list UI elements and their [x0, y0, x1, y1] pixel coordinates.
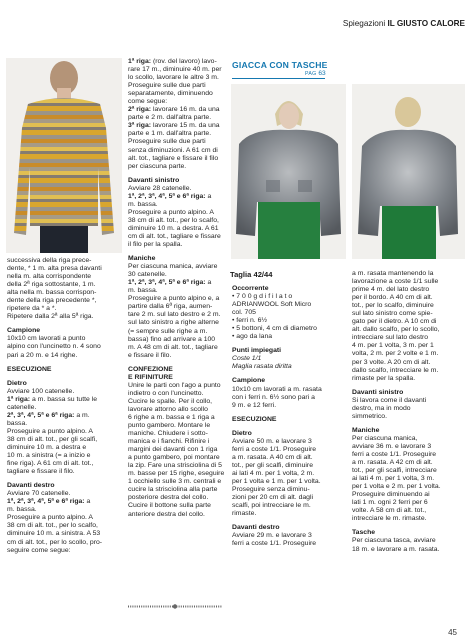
maniche-line: m. bassa.	[128, 287, 158, 295]
row-label: 1ª, 2ª, 3ª, 4ª, 5ª e 6ª riga:	[7, 498, 85, 506]
text-column-3	[232, 285, 342, 548]
conf-line: Cucire le spalle. Per il collo,	[128, 397, 213, 405]
c4-line: volta, 2 m. per 2 volte e 1 m.	[352, 350, 439, 358]
conf-line: posteriore destra del collo.	[128, 494, 209, 502]
man2-line: avviare 36 m. e lavorare 3	[352, 442, 432, 450]
row-text: a m. bassa su tutte le	[30, 395, 98, 403]
row-label: 1ª riga:	[7, 395, 31, 403]
dietro2-line: tot., per gli scalfi, diminuire	[232, 461, 314, 469]
conf-line: m. basse per 15 righe, eseguire	[128, 470, 225, 478]
dietro-line: 10 m. a sinistra (= a inizio e	[7, 452, 91, 460]
text-column-1	[7, 257, 120, 555]
maniche-line: 30 catenelle.	[128, 271, 167, 279]
fur-jacket-front-image	[231, 84, 346, 259]
intro-line: della 2ª riga sottostante, 1 m.	[7, 281, 96, 289]
heading-dietro-2: Dietro	[232, 429, 252, 437]
heading-confezione: CONFEZIONE	[128, 365, 173, 373]
tasche-line: Per ciascuna tasca, avviare	[352, 537, 436, 545]
intro-line: successiva della riga prece-	[7, 257, 92, 264]
tasche-line: 18 m. e lavorare a m. rasata.	[352, 545, 440, 553]
section-prefix: Spiegazioni	[342, 19, 386, 28]
c4-line: lavorazione a coste 1/1 sulle	[352, 278, 439, 286]
ds-line: Proseguire a punto alpino. A	[128, 208, 214, 216]
ds-line: diminuire 10 m. a destra. A 61	[128, 224, 219, 232]
heading-rifiniture: E RIFINITURE	[128, 373, 173, 381]
section-title: IL GIUSTO CALORE	[387, 19, 465, 28]
ds-line	[128, 193, 225, 201]
intro-line: Ripetere dalla 2ª alla 5ª riga.	[7, 313, 94, 321]
occ-line: • 5 bottoni, 4 cm di diametro	[232, 325, 317, 333]
man2-line: tot., per gli scalfi, intrecciare	[352, 467, 437, 475]
dietro-line: 38 cm di alt. tot., per gli scalfi,	[7, 435, 98, 443]
c4-line: tot., per lo scalfo, diminuire	[352, 302, 434, 310]
text-column-4	[352, 270, 464, 554]
riga-line: separatamente, diminuendo	[128, 90, 213, 98]
man2-line: per 1 volta e 2 m. per 1 volta.	[352, 483, 441, 491]
campione-line: 10x10 cm lavorati a punto	[7, 335, 86, 343]
heading-campione-2: Campione	[232, 377, 266, 385]
row-text: (rov. del lavoro) lavo-	[151, 58, 217, 65]
c4-line: a m. rasata mantenendo la	[352, 270, 434, 277]
ds-line: Avviare 28 catenelle.	[128, 184, 192, 192]
maniche-line: m. A 48 cm di alt. tot., tagliare	[128, 343, 218, 351]
dd-line: seguire come segue:	[7, 546, 71, 554]
page-ref-number: 63	[318, 70, 326, 77]
conf-line: lavorare attorno allo scollo	[128, 405, 208, 413]
riga-line	[128, 122, 225, 130]
dietro-line	[7, 396, 120, 404]
heading-esecuzione: ESECUZIONE	[7, 365, 52, 373]
occ-line: • ago da lana	[232, 333, 273, 341]
conf-line: 1 occhiello sulle 3 m. centrali e	[128, 478, 222, 486]
occ-line: col. 705	[232, 309, 256, 317]
riga-line	[128, 58, 225, 66]
photo-striped-cardigan-back	[6, 58, 122, 253]
row-text: a	[205, 192, 212, 200]
maniche-line: Proseguire a punto alpino e, a	[128, 295, 220, 303]
dietro-line: Proseguire a punto alpino. A	[7, 427, 93, 435]
punti-line	[232, 363, 342, 371]
dietro2-line: a m. rasata. A 40 cm di alt.	[232, 453, 313, 461]
intro-line: dente, * 1 m. alta presa davanti	[7, 265, 102, 273]
maniche-line: sul lato sinistro a righe alterne	[128, 319, 219, 327]
dietro-line: catenelle.	[7, 403, 37, 411]
striped-cardigan-image	[6, 58, 122, 253]
camp-line: con i ferri n. 6½ sono pari a	[232, 393, 315, 401]
dietro-line: bassa.	[7, 419, 28, 427]
conf-line: 6 righe a m. bassa e 1 riga a	[128, 413, 215, 421]
man2-line: ferri a coste 1/1. Proseguire	[352, 450, 437, 458]
ds2-line: destro, ma in modo	[352, 404, 411, 412]
maniche-line	[128, 279, 225, 287]
intro-line: nella m. alta corrispondente	[7, 273, 92, 281]
intro-line: dente della riga precedente *,	[7, 297, 97, 305]
maniche-line: tare 2 m. sul lato destro e 2 m.	[128, 311, 221, 319]
title-underline	[232, 78, 325, 79]
riga-line: lo scollo, lavorare le altre 3 m.	[128, 74, 219, 82]
conf-line: margini dei davanti con 1 riga	[128, 446, 218, 454]
camp-line: 9 m. e 12 ferri.	[232, 401, 277, 409]
fur-jacket-back-image	[352, 84, 465, 259]
heading-punti: Punti impiegati	[232, 347, 282, 355]
heading-davanti-destro-2: Davanti destro	[232, 524, 280, 532]
c4-line: gato per il dietro. A 10 cm di	[352, 318, 437, 326]
c4-line: per 3 volte. A 20 cm di alt.	[352, 358, 431, 366]
page-header	[0, 0, 471, 40]
project-title: GIACCA CON TASCHE	[232, 60, 328, 70]
heading-davanti-sinistro: Davanti sinistro	[128, 176, 180, 184]
dietro2-line: zioni per 20 cm di alt. dagli	[232, 494, 314, 502]
punti-text: Coste 1/1	[232, 355, 262, 363]
riga-line: parte e 2 m. dall'altra parte.	[128, 114, 212, 122]
conf-line: punto gambero. Montare le	[128, 422, 211, 430]
dietro2-line: ai lati 4 m. per 1 volta, 2 m.	[232, 469, 315, 477]
page-number: 45	[448, 628, 457, 637]
conf-line: a punto gambero, poi montare	[128, 454, 220, 462]
row-label: 2ª, 3ª, 4ª, 5ª e 6ª riga:	[7, 411, 75, 419]
man2-line: a m. rasata. A 42 cm di alt.	[352, 459, 433, 467]
riga-line: rare 17 m., diminuire 40 m. per	[128, 66, 222, 74]
project-page-ref	[305, 70, 326, 77]
row-text: lavorare 16 m. da una	[151, 106, 220, 114]
man2-line: ai lati 4 m. per 1 volta, 3 m.	[352, 475, 435, 483]
size-label: Taglia 42/44	[230, 270, 273, 279]
dietro2-line: per 1 volta e 1 m. per 1 volta.	[232, 477, 321, 485]
conf-line: Unire le parti con l'ago a punto	[128, 381, 221, 389]
campione-line: alpino con l'uncinetto n. 4 sono	[7, 343, 101, 351]
man2-line: intrecciare le m. rimaste.	[352, 515, 427, 523]
dietro-line: tagliare e fissare il filo.	[7, 468, 75, 476]
c4-line: dallo scalfo, intrecciare le m.	[352, 366, 439, 374]
c4-line: intrecciare sul lato destro	[352, 334, 429, 342]
section-heading	[343, 19, 465, 28]
occ-line: • 7 0 0 g d i f i l a t o	[232, 293, 293, 301]
dd-line: diminuire 10 m. a sinistra. A 53	[7, 530, 101, 538]
dietro-line	[7, 412, 120, 420]
riga-line: senza diminuzioni. A 61 cm di	[128, 146, 218, 154]
riga-line: parte e 1 m. dall'altra parte.	[128, 130, 212, 138]
camp-line: 10x10 cm lavorati a m. rasata	[232, 385, 322, 393]
maniche-line: partire dalla 6ª riga, aumen-	[128, 303, 213, 311]
heading-maniche: Maniche	[128, 255, 156, 263]
dotted-divider	[128, 604, 222, 609]
row-text: a	[205, 279, 212, 287]
heading-davanti-destro: Davanti destro	[7, 482, 55, 490]
dietro-line: Avviare 100 catenelle.	[7, 387, 75, 395]
dd-line: m. bassa.	[7, 506, 37, 514]
intro-line: alta nella m. bassa corrispon-	[7, 289, 97, 297]
dietro2-line: ferri a coste 1/1. Proseguire	[232, 445, 317, 453]
man2-line: Per ciascuna manica,	[352, 434, 418, 442]
heading-davanti-sinistro-2: Davanti sinistro	[352, 388, 404, 396]
conf-line: indietro o con l'uncinetto.	[128, 389, 204, 397]
dd2-line: ferri a coste 1/1. Proseguire	[232, 540, 317, 548]
row-text: a	[84, 498, 91, 506]
row-text: a m.	[74, 411, 90, 419]
conf-line: manica e i fianchi. Rifinire i	[128, 438, 210, 446]
photo-fur-jacket-front	[231, 84, 346, 259]
row-text: lavorare 15 m. da una	[151, 122, 220, 130]
intro-line: ripetere da * a *.	[7, 305, 57, 313]
occ-line: • ferri n. 6½	[232, 317, 268, 325]
occ-line: ADRIANWOOL Soft Micro	[232, 301, 312, 309]
man2-line: volte. A 58 cm di alt. tot.,	[352, 507, 427, 515]
riga-line: come segue:	[128, 98, 168, 106]
heading-maniche-2: Maniche	[352, 426, 380, 434]
heading-esecuzione-2: ESECUZIONE	[232, 415, 277, 423]
maniche-line: e fissare il filo.	[128, 351, 172, 359]
ds-line: il filo per la spalla.	[128, 241, 183, 249]
riga-line: per ciascuna parte.	[128, 162, 187, 170]
riga-line: Proseguire sulle due parti	[128, 82, 206, 90]
heading-tasche: Tasche	[352, 529, 376, 537]
dd-line: 38 cm di alt. tot., per lo scalfo,	[7, 522, 98, 530]
conf-line: la zip. Fare una strisciolina di 5	[128, 462, 222, 470]
man2-line: lati 1 m. ogni 2 ferri per 6	[352, 499, 428, 507]
riga-line	[128, 106, 225, 114]
ds2-line: simmetrico.	[352, 412, 387, 420]
maniche-line: (= sempre sulle righe a m.	[128, 327, 208, 335]
ds-line: m. bassa.	[128, 200, 158, 208]
dietro-line: fine riga). A 61 cm di alt. tot.,	[7, 460, 94, 468]
riga-line: Proseguire sulle due parti	[128, 138, 206, 146]
row-label: 3ª riga:	[128, 122, 152, 130]
campione-line: pari a 20 m. e 14 righe.	[7, 351, 78, 359]
photo-fur-jacket-back	[352, 84, 465, 259]
c4-line: prime 4 m. del lato destro	[352, 286, 430, 294]
heading-dietro: Dietro	[7, 379, 27, 387]
ds-line: 38 cm di alt. tot., per lo scalfo,	[128, 216, 219, 224]
maniche-line: bassa) fino ad arrivare a 100	[128, 335, 216, 343]
punti-line	[232, 355, 342, 363]
dd-line	[7, 498, 120, 506]
dd2-line: Avviare 29 m. e lavorare 3	[232, 532, 312, 540]
conf-line: maniche. Chiudere i sotto-	[128, 430, 208, 438]
text-column-2	[128, 58, 225, 519]
row-label: 1ª, 2ª, 3ª, 4ª, 5ª e 6ª riga:	[128, 279, 206, 287]
row-label: 1ª riga:	[128, 58, 152, 65]
row-label: 2ª riga:	[128, 106, 152, 114]
maniche-line: Per ciascuna manica, avviare	[128, 263, 218, 271]
man2-line: Proseguire diminuendo ai	[352, 491, 430, 499]
ds-line: cm di alt. tot., tagliare e fissare	[128, 232, 221, 240]
page-ref-label: PAG	[305, 71, 317, 77]
dietro2-line: Proseguire senza diminu-	[232, 486, 310, 494]
heading-campione: Campione	[7, 327, 41, 335]
dd-line: Avviare 70 catenelle.	[7, 490, 71, 498]
dd-line: cm di alt. tot., per lo scollo, pro-	[7, 538, 103, 546]
dd-line: Proseguire a punto alpino. A	[7, 514, 93, 522]
c4-line: sul lato sinistro come spie-	[352, 310, 433, 318]
c4-line: alt. dallo scalfo, per lo scollo,	[352, 326, 440, 334]
dietro2-line: scalfi, poi intrecciare le m.	[232, 502, 311, 510]
dietro-line: diminuire 10 m. a destra e	[7, 443, 87, 451]
c4-line: rimaste per la spalla.	[352, 374, 416, 382]
conf-line: anteriore destra del collo.	[128, 510, 205, 518]
punti-text: Maglia rasata diritta	[232, 363, 292, 371]
conf-line: Cucire il bottone sulla parte	[128, 502, 211, 510]
riga-line: alt. tot., tagliare e fissare il filo	[128, 154, 219, 162]
c4-line: 4 m. per 1 volta, 3 m. per 1	[352, 342, 434, 350]
row-label: 1ª, 2ª, 3ª, 4ª, 5ª e 6ª riga:	[128, 192, 206, 200]
dietro2-line: Avviare 50 m. e lavorare 3	[232, 437, 312, 445]
conf-line: cucire la strisciolina alla parte	[128, 486, 218, 494]
ds2-line: Si lavora come il davanti	[352, 396, 427, 404]
heading-occorrente: Occorrente	[232, 285, 269, 292]
c4-line: per il bordo. A 40 cm di alt.	[352, 294, 433, 302]
dietro2-line: rimaste.	[232, 510, 257, 518]
